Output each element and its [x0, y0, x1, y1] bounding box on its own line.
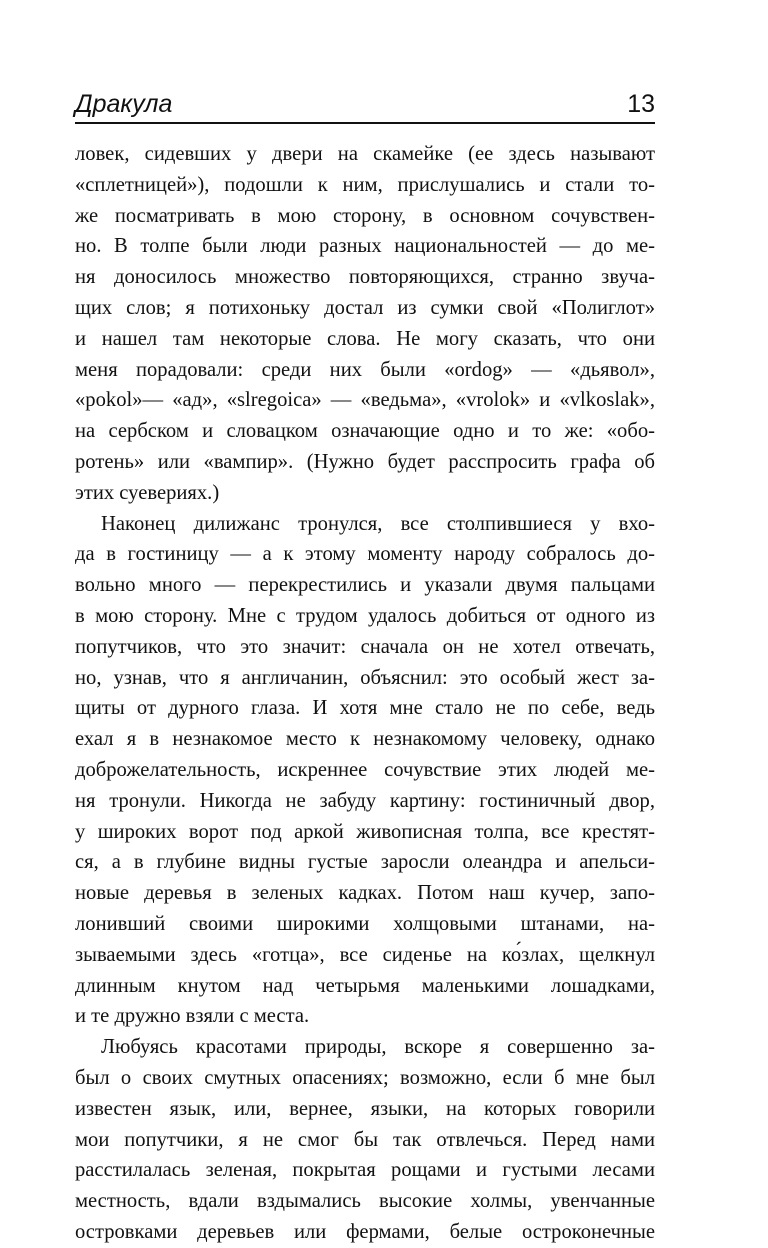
text-line: доброжелательность, искреннее сочувствие этих людей ме- [75, 758, 655, 781]
text-line: ротень» или «вампир». (Нужно будет расспросить графа об [75, 450, 655, 473]
text-line: был о своих смутных опасениях; возможно, если б мне был [75, 1066, 655, 1089]
text-line: новые деревья в зеленых кадках. Потом наш кучер, запо- [75, 882, 655, 905]
text-line: в мою сторону. Мне с трудом удалось добиться от одного из [75, 604, 655, 627]
text-line: расстилалась зеленая, покрытая рощами и густыми лесами [75, 1159, 655, 1182]
book-page [75, 82, 655, 1248]
text-line: Любуясь красотами природы, вскоре я совершенно за- [101, 1036, 655, 1059]
text-line: длинным кнутом над четырьмя маленькими лошадками, [75, 974, 655, 997]
text-line: этих суевериях.) [75, 481, 220, 504]
text-line: зываемыми здесь «готца», все сиденье на ко́злах, щелкнул [75, 943, 655, 966]
text-line: лонивший своими широкими холщовыми штанами, на- [75, 912, 655, 935]
text-line: мои попутчики, я не смог бы так отвлечься. Перед нами [75, 1128, 655, 1151]
text-line: вольно много — перекрестились и указали двумя пальцами [75, 574, 655, 597]
running-title: Дракула [75, 90, 173, 118]
paragraph-1 [75, 139, 655, 509]
text-line: но, узнав, что я англичанин, объяснил: это особый жест за- [75, 666, 655, 689]
text-line: у широких ворот под аркой живописная толпа, все крестят- [75, 820, 655, 843]
text-line: и те дружно взяли с места. [75, 1005, 310, 1028]
text-line: ня доносилось множество повторяющихся, странно звуча- [75, 266, 655, 289]
text-line: попутчиков, что это значит: сначала он не хотел отвечать, [75, 635, 655, 658]
text-line: на сербском и словацком означающие одно и то же: «обо- [75, 420, 655, 443]
text-line: «pokol»— «ад», «slregoica» — «ведьма», «vrolok» и «vlkoslak», [75, 389, 655, 412]
page-header [75, 82, 655, 124]
body-text [75, 139, 655, 1248]
text-line: островками деревьев или фермами, белые остроконечные [75, 1220, 655, 1243]
text-line: щиты от дурного глаза. И хотя мне стало не по себе, ведь [75, 697, 655, 720]
page-number: 13 [627, 90, 655, 118]
text-line: меня порадовали: среди них были «ordog» — «дьявол», [75, 358, 655, 381]
text-line: да в гостиницу — а к этому моменту народу собралось до- [75, 543, 655, 566]
text-line: ся, а в глубине видны густые заросли олеандра и апельси- [75, 851, 655, 874]
text-line: щих слов; я потихоньку достал из сумки свой «Полиглот» [75, 296, 655, 319]
text-line: и нашел там некоторые слова. Не могу сказать, что они [75, 327, 655, 350]
text-line: местность, вдали вздымались высокие холмы, увенчанные [75, 1190, 655, 1213]
text-line: известен язык, или, вернее, языки, на которых говорили [75, 1097, 655, 1120]
text-line: но. В толпе были люди разных национальностей — до ме- [75, 235, 655, 258]
text-line: ловек, сидевших у двери на скамейке (ее здесь называют [75, 143, 655, 165]
text-line: же посматривать в мою сторону, в основном сочувствен- [75, 204, 655, 227]
text-line: «сплетницей»), подошли к ним, прислушались и стали то- [75, 173, 655, 196]
paragraph-3 [75, 1032, 655, 1248]
text-line: ехал я в незнакомое место к незнакомому человеку, однако [75, 728, 655, 751]
text-line: ня тронули. Никогда не забуду картину: гостиничный двор, [75, 789, 655, 812]
paragraph-2 [75, 509, 655, 1033]
text-line: Наконец дилижанс тронулся, все столпившиеся у вхо- [101, 512, 655, 535]
